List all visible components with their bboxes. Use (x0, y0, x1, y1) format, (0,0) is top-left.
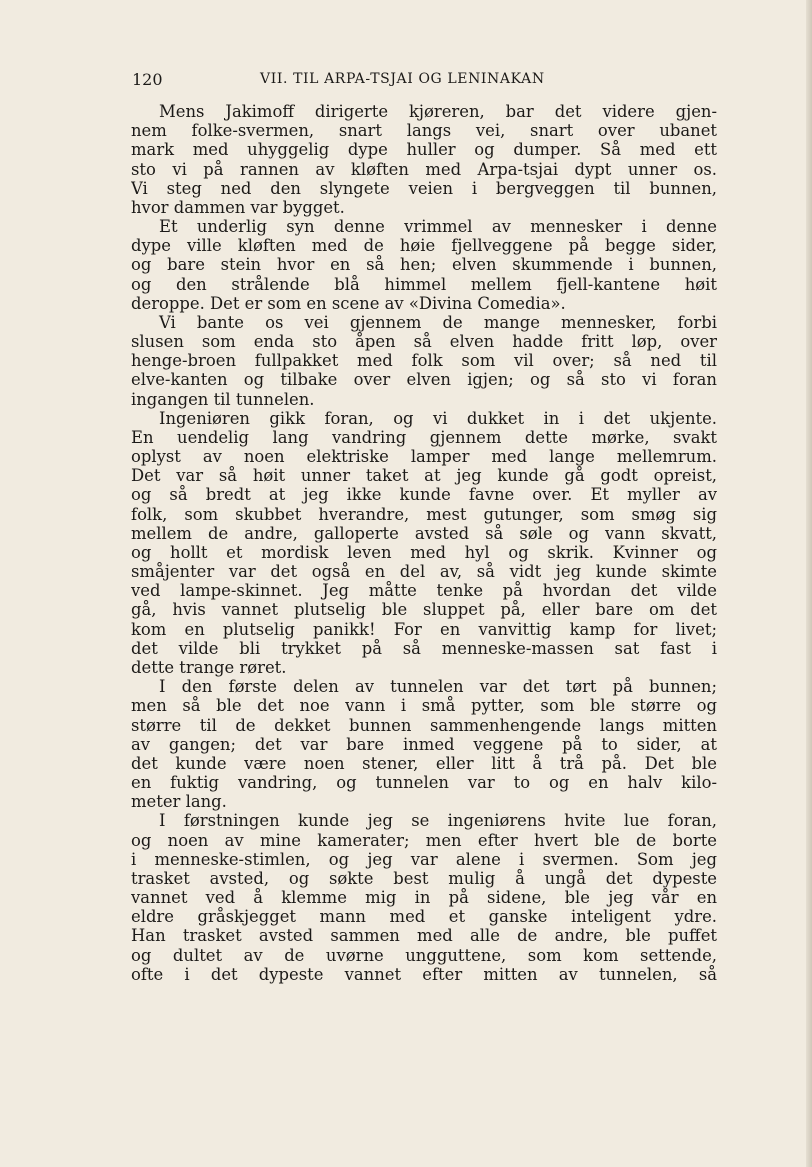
text-line: I førstningen kunde jeg se ingeniørens hvite lue foran, (159, 811, 717, 831)
text-line: En uendelig lang vandring gjennem dette mørke, svakt (131, 427, 717, 447)
text-line: og den strålende blå himmel mellem fjell-kantene høit (131, 274, 717, 294)
page-number: 120 (132, 70, 163, 89)
text-line: mark med uhyggelig dype huller og dumper. Så med ett (131, 140, 717, 160)
text-line: av gangen; det var bare inmed veggene på to sider, at (131, 734, 717, 754)
body-text (131, 102, 717, 984)
page-edge-shadow (806, 0, 812, 1167)
text-line: ved lampe-skinnet. Jeg måtte tenke på hvordan det vilde (131, 581, 717, 601)
text-line: og dultet av de uvørne ungguttene, som kom settende, (131, 945, 717, 965)
text-line: en fuktig vandring, og tunnelen var to og en halv kilo- (131, 773, 717, 793)
text-line: dette trange røret. (131, 657, 287, 677)
text-line: Vi steg ned den slyngete veien i bergveggen til bunnen, (131, 178, 717, 198)
text-line: småjenter var det også en del av, så vidt jeg kunde skimte (131, 562, 717, 582)
text-line: trasket avsted, og søkte best mulig å ungå det dypeste (131, 868, 717, 888)
text-line: gå, hvis vannet plutselig ble sluppet på, eller bare om det (131, 600, 717, 620)
text-line: kom en plutselig panikk! For en vanvittig kamp for livet; (131, 619, 717, 639)
running-head (132, 70, 718, 92)
text-line: dype ville kløften med de høie fjellveggene på begge sider, (131, 236, 717, 256)
text-line: det vilde bli trykket på så menneske-massen sat fast i (131, 638, 717, 658)
text-line: I den første delen av tunnelen var det tørt på bunnen; (159, 677, 717, 697)
text-line: sto vi på rannen av kløften med Arpa-tsjai dypt unner os. (131, 159, 717, 179)
text-line: ofte i det dypeste vannet efter mitten av tunnelen, så (131, 964, 717, 984)
text-line: hvor dammen var bygget. (131, 197, 345, 217)
text-line: Vi bante os vei gjennem de mange mennesker, forbi (159, 312, 717, 332)
text-line: meter lang. (131, 792, 227, 812)
text-line: men så ble det noe vann i små pytter, som ble større og (131, 696, 717, 716)
text-line: mellem de andre, galloperte avsted så søle og vann skvatt, (131, 523, 717, 543)
text-line: oplyst av noen elektriske lamper med lange mellemrum. (131, 447, 717, 467)
text-line: ingangen til tunnelen. (131, 389, 315, 409)
text-line: folk, som skubbet hverandre, mest gutunger, som smøg sig (131, 504, 717, 524)
text-line: Han trasket avsted sammen med alle de andre, ble puffet (131, 926, 717, 946)
text-line: elve-kanten og tilbake over elven igjen; og så sto vi foran (131, 370, 717, 390)
text-line: eldre gråskjegget mann med et ganske inteligent ydre. (131, 907, 717, 927)
text-line: Det var så høit unner taket at jeg kunde gå godt opreist, (131, 466, 717, 486)
text-line: deroppe. Det er som en scene av «Divina Comedia». (131, 293, 566, 313)
text-line: større til de dekket bunnen sammenhengende langs mitten (131, 715, 717, 735)
text-line: og noen av mine kamerater; men efter hvert ble de borte (131, 830, 717, 850)
text-line: vannet ved å klemme mig in på sidene, ble jeg vår en (131, 888, 717, 908)
text-line: slusen som enda sto åpen så elven hadde fritt løp, over (131, 332, 717, 352)
chapter-title: VII. TIL ARPA-TSJAI OG LENINAKAN (260, 71, 545, 87)
text-line: og bare stein hvor en så hen; elven skummende i bunnen, (131, 255, 717, 275)
text-line: det kunde være noen stener, eller litt å trå på. Det ble (131, 753, 717, 773)
text-line: i menneske-stimlen, og jeg var alene i svermen. Som jeg (131, 849, 717, 869)
text-line: Et underlig syn denne vrimmel av mennesker i denne (159, 217, 717, 237)
text-line: og så bredt at jeg ikke kunde favne over. Et myller av (131, 485, 717, 505)
text-line: og hollt et mordisk leven med hyl og skrik. Kvinner og (131, 542, 717, 562)
text-line: Ingeniøren gikk foran, og vi dukket in i det ukjente. (159, 408, 717, 428)
text-line: Mens Jakimoff dirigerte kjøreren, bar det videre gjen- (159, 102, 717, 121)
text-line: henge-broen fullpakket med folk som vil over; så ned til (131, 351, 717, 371)
text-line: nem folke-svermen, snart langs vei, snart over ubanet (131, 121, 717, 141)
